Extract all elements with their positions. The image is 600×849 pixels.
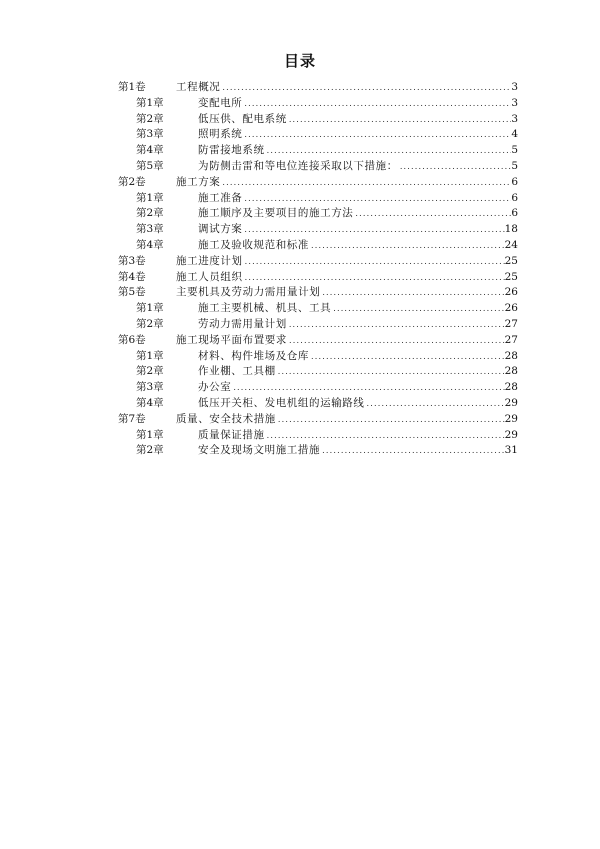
toc-entry-page-number: 5 xyxy=(511,159,518,172)
toc-dot-leader xyxy=(353,206,511,222)
toc-dot-leader xyxy=(309,238,505,254)
toc-entry-line xyxy=(198,396,518,412)
toc-entry-title: 作业棚、工具棚 xyxy=(198,365,276,378)
toc-entry-number: 第2章 xyxy=(136,365,164,378)
toc-chapter-entry[interactable] xyxy=(118,443,518,459)
toc-entry-page-number: 28 xyxy=(504,349,518,362)
toc-title: 目录 xyxy=(283,52,316,70)
toc-volume-entry[interactable] xyxy=(118,412,518,428)
toc-dot-leader xyxy=(231,380,504,396)
toc-volume-entry[interactable] xyxy=(118,333,518,349)
toc-entry-number: 第2章 xyxy=(136,112,164,125)
toc-dot-leader xyxy=(320,285,504,301)
toc-volume-entry[interactable] xyxy=(118,254,518,270)
toc-chapter-entry[interactable] xyxy=(118,127,518,143)
toc-entry-number: 第5卷 xyxy=(118,286,146,299)
toc-chapter-entry[interactable] xyxy=(118,143,518,159)
toc-entry-page-number: 31 xyxy=(504,444,518,457)
toc-entry-line xyxy=(176,175,518,191)
toc-entry-title: 施工主要机械、机具、工具 xyxy=(198,302,332,315)
toc-entry-page-number: 25 xyxy=(504,254,518,267)
toc-dot-leader xyxy=(331,301,504,317)
toc-entry-page-number: 25 xyxy=(504,270,518,283)
toc-dot-leader xyxy=(243,270,505,286)
toc-entry-title: 安全及现场文明施工措施 xyxy=(198,444,321,457)
toc-entry-title: 工程概况 xyxy=(176,81,221,93)
toc-dot-leader xyxy=(287,317,505,333)
toc-volume-entry[interactable] xyxy=(118,270,518,286)
toc-entry-line xyxy=(198,380,518,396)
toc-dot-leader xyxy=(242,96,511,112)
toc-entry-page-number: 6 xyxy=(511,191,518,204)
toc-dot-leader xyxy=(242,222,504,238)
toc-dot-leader xyxy=(242,127,511,143)
toc-entry-page-number: 29 xyxy=(504,396,518,409)
toc-entry-page-number: 6 xyxy=(511,207,518,220)
toc-entry-page-number: 29 xyxy=(504,428,518,441)
toc-entry-line xyxy=(198,443,518,459)
toc-chapter-entry[interactable] xyxy=(118,396,518,412)
toc-entry-number: 第4章 xyxy=(136,238,164,251)
toc-entry-title: 低压供、配电系统 xyxy=(198,112,287,125)
toc-dot-leader xyxy=(287,112,512,128)
toc-entry-line xyxy=(176,412,518,428)
toc-entry-number: 第2章 xyxy=(136,317,164,330)
toc-entry-page-number: 28 xyxy=(504,365,518,378)
toc-entry-page-number: 3 xyxy=(511,81,518,93)
toc-entry-page-number: 26 xyxy=(504,286,518,299)
toc-entry-title: 主要机具及劳动力需用量计划 xyxy=(176,286,321,299)
toc-entry-line xyxy=(176,270,518,286)
toc-chapter-entry[interactable] xyxy=(118,349,518,365)
toc-entry-number: 第4章 xyxy=(136,396,164,409)
toc-dot-leader xyxy=(309,349,505,365)
toc-entry-title: 变配电所 xyxy=(198,96,243,109)
toc-entry-number: 第1卷 xyxy=(118,81,146,93)
toc-dot-leader xyxy=(243,254,505,270)
toc-entry-line xyxy=(198,206,518,222)
toc-entry-line xyxy=(198,301,518,317)
toc-chapter-entry[interactable] xyxy=(118,206,518,222)
toc-entry-number: 第1章 xyxy=(136,96,164,109)
toc-entry-title: 防雷接地系统 xyxy=(198,144,265,157)
toc-entry-number: 第7卷 xyxy=(118,412,146,425)
toc-entry-page-number: 24 xyxy=(504,238,518,251)
toc-entry-page-number: 27 xyxy=(504,317,518,330)
toc-entry-title: 为防侧击雷和等电位连接采取以下措施： xyxy=(198,159,398,172)
toc-entry-number: 第1章 xyxy=(136,302,164,315)
toc-chapter-entry[interactable] xyxy=(118,428,518,444)
toc-entry-page-number: 5 xyxy=(511,144,518,157)
toc-entry-line xyxy=(198,428,518,444)
toc-entry-title: 办公室 xyxy=(198,381,232,394)
toc-entry-number: 第3章 xyxy=(136,128,164,141)
toc-entry-line xyxy=(176,333,518,349)
toc-chapter-entry[interactable] xyxy=(118,191,518,207)
toc-entry-title: 施工及验收规范和标准 xyxy=(198,238,309,251)
toc-chapter-entry[interactable] xyxy=(118,238,518,254)
toc-entry-number: 第2章 xyxy=(136,444,164,457)
toc-chapter-entry[interactable] xyxy=(118,222,518,238)
toc-entry-line xyxy=(198,364,518,380)
table-of-contents xyxy=(118,80,518,459)
toc-volume-entry[interactable] xyxy=(118,80,518,96)
toc-entry-title: 施工顺序及主要项目的施工方法 xyxy=(198,207,354,220)
toc-dot-leader xyxy=(265,143,512,159)
toc-entry-number: 第5章 xyxy=(136,159,164,172)
toc-entry-title: 劳动力需用量计划 xyxy=(198,317,287,330)
toc-entry-page-number: 3 xyxy=(511,112,518,125)
toc-dot-leader xyxy=(365,396,505,412)
toc-entry-title: 施工进度计划 xyxy=(176,254,243,267)
toc-dot-leader xyxy=(242,191,511,207)
toc-entry-line xyxy=(198,127,518,143)
toc-entry-number: 第2卷 xyxy=(118,175,146,188)
toc-chapter-entry[interactable] xyxy=(118,301,518,317)
toc-entry-line xyxy=(198,238,518,254)
toc-dot-leader xyxy=(276,364,505,380)
toc-entry-number: 第4卷 xyxy=(118,270,146,283)
toc-entry-line xyxy=(198,349,518,365)
toc-chapter-entry[interactable] xyxy=(118,159,518,175)
toc-entry-line xyxy=(198,96,518,112)
toc-entry-line xyxy=(198,112,518,128)
toc-entry-line xyxy=(198,317,518,333)
toc-entry-page-number: 27 xyxy=(504,333,518,346)
toc-entry-number: 第1章 xyxy=(136,191,164,204)
toc-entry-number: 第6卷 xyxy=(118,333,146,346)
toc-entry-title: 施工现场平面布置要求 xyxy=(176,333,287,346)
toc-dot-leader xyxy=(287,333,505,349)
toc-entry-line xyxy=(198,222,518,238)
toc-entry-line xyxy=(176,80,518,96)
toc-dot-leader xyxy=(276,412,505,428)
toc-chapter-entry[interactable] xyxy=(118,112,518,128)
toc-entry-title: 材料、构件堆场及仓库 xyxy=(198,349,309,362)
toc-dot-leader xyxy=(220,175,511,191)
toc-entry-number: 第4章 xyxy=(136,144,164,157)
toc-chapter-entry[interactable] xyxy=(118,380,518,396)
toc-entry-title: 照明系统 xyxy=(198,128,243,141)
toc-entry-line xyxy=(176,285,518,301)
toc-entry-page-number: 18 xyxy=(504,223,518,236)
toc-chapter-entry[interactable] xyxy=(118,317,518,333)
toc-entry-title: 施工人员组织 xyxy=(176,270,243,283)
toc-chapter-entry[interactable] xyxy=(118,96,518,112)
toc-entry-number: 第1章 xyxy=(136,428,164,441)
toc-entry-number: 第1章 xyxy=(136,349,164,362)
toc-entry-title: 施工准备 xyxy=(198,191,243,204)
toc-entry-title: 质量、安全技术措施 xyxy=(176,412,276,425)
toc-chapter-entry[interactable] xyxy=(118,364,518,380)
toc-entry-page-number: 4 xyxy=(511,128,518,141)
toc-volume-entry[interactable] xyxy=(118,175,518,191)
toc-entry-title: 质量保证措施 xyxy=(198,428,265,441)
toc-entry-page-number: 28 xyxy=(504,381,518,394)
toc-entry-line xyxy=(198,159,518,175)
toc-entry-page-number: 26 xyxy=(504,302,518,315)
toc-entry-line xyxy=(198,191,518,207)
toc-entry-page-number: 29 xyxy=(504,412,518,425)
toc-entry-number: 第3卷 xyxy=(118,254,146,267)
toc-dot-leader xyxy=(320,443,505,459)
toc-entry-title: 施工方案 xyxy=(176,175,221,188)
toc-entry-number: 第3章 xyxy=(136,223,164,236)
toc-entry-title: 低压开关柜、发电机组的运输路线 xyxy=(198,396,365,409)
toc-dot-leader xyxy=(220,80,511,96)
toc-entry-page-number: 6 xyxy=(511,175,518,188)
toc-entry-number: 第3章 xyxy=(136,381,164,394)
toc-entry-title: 调试方案 xyxy=(198,223,243,236)
toc-entry-number: 第2章 xyxy=(136,207,164,220)
toc-dot-leader xyxy=(398,159,512,175)
toc-entry-page-number: 3 xyxy=(511,96,518,109)
toc-dot-leader xyxy=(265,428,505,444)
toc-volume-entry[interactable] xyxy=(118,285,518,301)
toc-entry-line xyxy=(198,143,518,159)
toc-entry-line xyxy=(176,254,518,270)
